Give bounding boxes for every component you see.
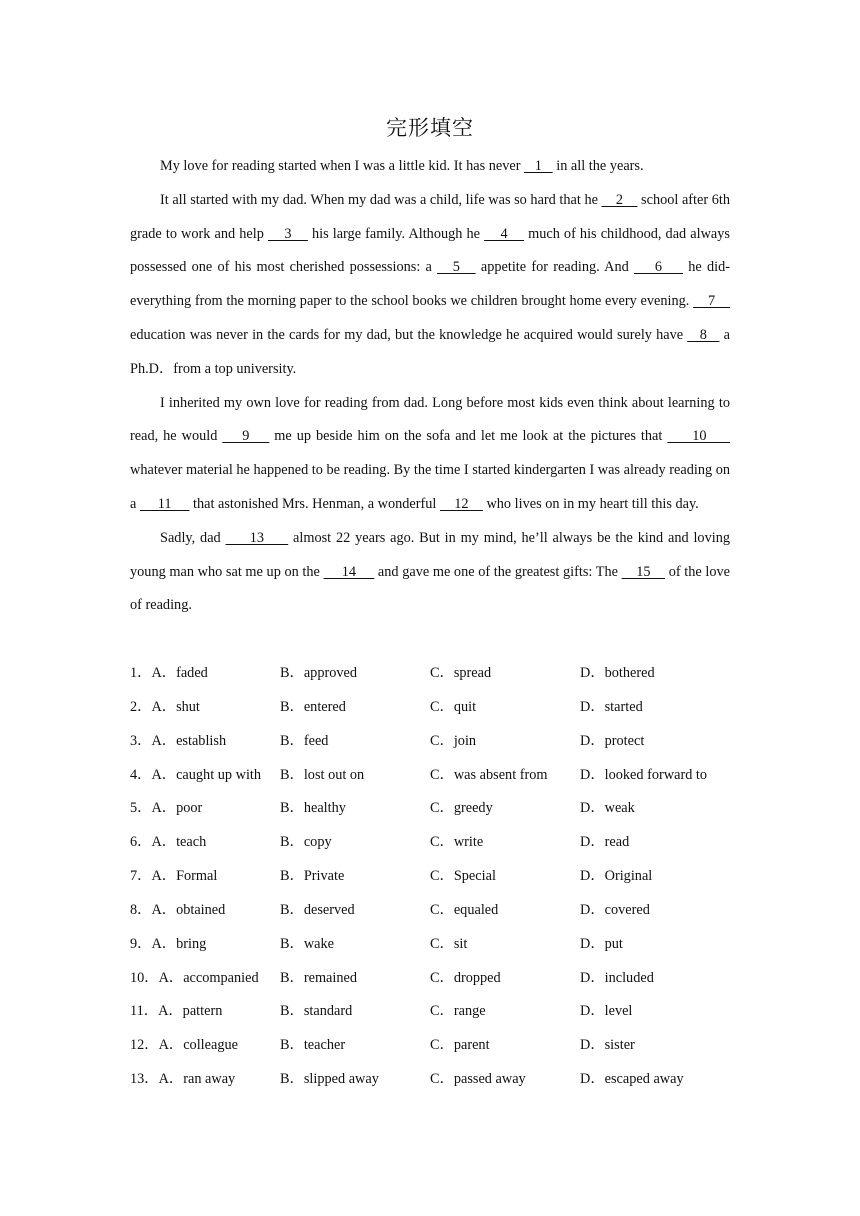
option-d: D．sister [580,1037,635,1054]
option-d: D．protect [580,732,645,749]
answer-blank: 5 [437,259,476,276]
option-d: D．level [580,1003,633,1020]
option-b: B．wake [280,935,334,952]
passage-text: his large family. Although he [307,225,485,242]
option-a: 6．A．teach [130,834,207,851]
option-b: B．teacher [280,1037,346,1054]
option-c: C．was absent from [430,766,548,783]
passage-text: school after 6th grade to work and help [130,191,730,242]
question-row [130,1063,740,1097]
option-d: D．Original [580,868,653,885]
passage-paragraph [130,387,730,522]
option-c: C．passed away [430,1071,526,1088]
answer-blank: 2 [601,191,638,208]
answer-blank: 3 [267,225,308,242]
option-b: B．feed [280,732,329,749]
page-title: 完形填空 [386,116,474,140]
question-row [130,691,740,725]
option-d: D．weak [580,800,635,817]
cloze-passage [130,150,730,623]
passage-paragraph [130,522,730,623]
option-b: B．approved [280,665,358,681]
option-a: 12．A．colleague [130,1037,238,1054]
option-c: C．quit [430,698,477,715]
option-c: C．dropped [430,969,501,986]
option-a: 3．A．establish [130,732,227,749]
answer-options [130,657,740,1097]
option-d: D．included [580,969,654,986]
option-a: 9．A．bring [130,935,207,952]
question-row [130,894,740,928]
passage-text: and gave me one of the greatest gifts: The [374,563,622,580]
option-a: 11．A．pattern [130,1003,223,1020]
option-b: B．Private [280,868,345,885]
passage-text: much of his childhood, dad always possessed one of his most cherished possessions: a [130,225,730,276]
passage-paragraph [130,150,730,184]
option-b: B．lost out on [280,766,365,783]
answer-blank: 6 [634,259,683,276]
option-a: 13．A．ran away [130,1071,236,1088]
passage-text: he did-everything from the morning paper to the school books we children brought home every evening. [130,259,730,310]
answer-blank: 13 [225,529,289,546]
option-b: B．standard [280,1003,353,1020]
option-d: D．looked forward to [580,766,708,783]
answer-blank: 11 [139,495,190,512]
answer-blank: 4 [484,225,524,242]
question-row [130,1029,740,1063]
passage-text: I inherited my own love for reading from dad. Long before most kids even think about learning to read, he would [130,394,730,445]
question-row [130,657,740,691]
option-a: 5．A．poor [130,800,203,817]
option-a: 8．A．obtained [130,901,226,918]
option-c: C．Special [430,868,496,885]
passage-text: that astonished Mrs. Henman, a wonderful [189,495,440,512]
passage-text: almost 22 years ago. But in my mind, he’ll always be the kind and loving young man who sat me up on the [130,529,730,580]
passage-text: who lives on in my heart till this day. [482,495,699,512]
option-d: D．bothered [580,665,655,681]
option-a: 10．A．accompanied [130,969,259,986]
passage-text: a Ph.D．from a top university. [130,326,731,377]
option-a: 4．A．caught up with [130,766,262,783]
option-d: D．covered [580,901,650,918]
passage-text: whatever material he happened to be reading. By the time I started kindergarten I was already reading on a [130,462,730,512]
answer-blank: 14 [323,563,375,580]
question-row [130,860,740,894]
option-c: C．join [430,732,477,749]
option-c: C．greedy [430,800,493,817]
question-row [130,759,740,793]
option-c: C．spread [430,665,492,681]
option-d: D．escaped away [580,1071,684,1088]
answer-blank: 12 [439,495,483,512]
question-row [130,725,740,759]
answer-blank: 1 [524,158,553,174]
option-c: C．parent [430,1037,490,1054]
passage-text: Sadly, dad [160,529,226,546]
option-d: D．started [580,698,643,715]
option-a: 1．A．faded [130,665,208,681]
option-b: B．healthy [280,800,346,817]
option-b: B．remained [280,969,358,986]
question-row [130,928,740,962]
option-c: C．write [430,834,484,851]
option-b: B．entered [280,698,346,715]
option-a: 2．A．shut [130,698,200,715]
option-c: C．range [430,1003,486,1020]
passage-paragraph [130,184,730,387]
passage-text: me up beside him on the sofa and let me look at the pictures that [269,428,668,445]
passage-text: appetite for reading. And [475,259,634,276]
option-b: B．slipped away [280,1071,379,1088]
passage-text: in all the years. [552,158,644,174]
answer-blank: 8 [687,326,720,343]
question-row [130,792,740,826]
question-row [130,995,740,1029]
passage-text: It all started with my dad. When my dad was a child, life was so hard that he [160,191,602,208]
option-c: C．equaled [430,901,499,918]
passage-text: of the love of reading. [130,563,730,614]
option-b: B．deserved [280,901,355,918]
option-d: D．put [580,935,623,952]
answer-blank: 15 [621,563,666,580]
answer-blank: 9 [222,428,270,445]
answer-blank: 7 [693,293,730,310]
passage-text: education was never in the cards for my dad, but the knowledge he acquired would surely have [130,326,688,343]
option-b: B．copy [280,834,332,851]
option-a: 7．A．Formal [130,868,218,885]
option-d: D．read [580,834,630,851]
passage-text: My love for reading started when I was a little kid. It has never [160,158,525,174]
question-row [130,826,740,860]
question-row [130,962,740,996]
option-c: C．sit [430,935,468,952]
answer-blank: 10 [667,428,731,445]
